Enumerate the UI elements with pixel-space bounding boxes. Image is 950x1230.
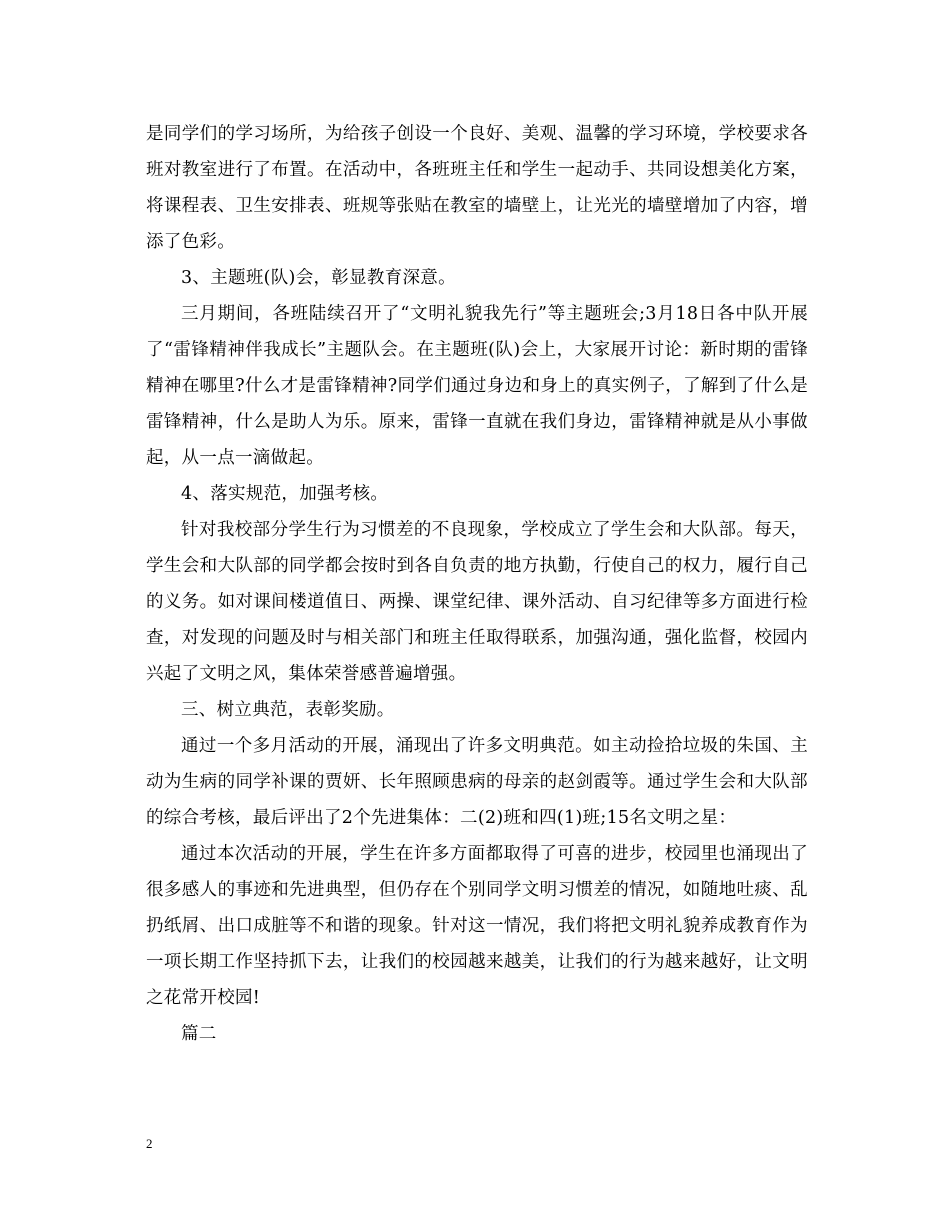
paragraph: 三月期间，各班陆续召开了“文明礼貌我先行”等主题班会;3月18日各中队开展了“雷锋精神伴我成长”主题队会。在主题班(队)会上，大家展开讨论：新时期的雷锋精神在哪里?什么才是雷锋精神?同学们通过身边和身上的真实例子，了解到了什么是雷锋精神，什么是助人为乐。原来，雷锋一直就在我们身边，雷锋精神就是从小事做起，从一点一滴做起。 bbox=[146, 304, 808, 468]
paragraph: 是同学们的学习场所，为给孩子创设一个良好、美观、温馨的学习环境，学校要求各班对教室进行了布置。在活动中，各班班主任和学生一起动手、共同设想美化方案，将课程表、卫生安排表、班规等张贴在教室的墙壁上，让光光的墙壁增加了内容，增添了色彩。 bbox=[146, 124, 808, 252]
paragraph: 通过一个多月活动的开展，涌现出了许多文明典范。如主动捡拾垃圾的朱国、主动为生病的同学补课的贾妍、长年照顾患病的母亲的赵剑霞等。通过学生会和大队部的综合考核，最后评出了2个先进集体：二(2)班和四(1)班;15名文明之星： bbox=[146, 736, 808, 828]
paragraph: 针对我校部分学生行为习惯差的不良现象，学校成立了学生会和大队部。每天，学生会和大队部的同学都会按时到各自负责的地方执勤，行使自己的权力，履行自己的义务。如对课间楼道值日、两操、课堂纪律、课外活动、自习纪律等多方面进行检查，对发现的问题及时与相关部门和班主任取得联系，加强沟通，强化监督，校园内兴起了文明之风，集体荣誉感普遍增强。 bbox=[146, 520, 808, 684]
section-heading: 4、落实规范，加强考核。 bbox=[181, 484, 389, 504]
section-heading: 三、树立典范，表彰奖励。 bbox=[181, 700, 395, 720]
paragraph: 通过本次活动的开展，学生在许多方面都取得了可喜的进步，校园里也涌现出了很多感人的事迹和先进典型，但仍存在个别同学文明习惯差的情况，如随地吐痰、乱扔纸屑、出口成脏等不和谐的现象。针对这一情况，我们将把文明礼貌养成教育作为一项长期工作坚持抓下去，让我们的校园越来越美，让我们的行为越来越好，让文明之花常开校园! bbox=[146, 844, 808, 1008]
section-heading: 3、主题班(队)会，彰显教育深意。 bbox=[181, 268, 456, 288]
page-number: 2 bbox=[146, 1136, 153, 1151]
section-heading: 篇二 bbox=[181, 1024, 217, 1044]
document-body bbox=[146, 116, 808, 1052]
